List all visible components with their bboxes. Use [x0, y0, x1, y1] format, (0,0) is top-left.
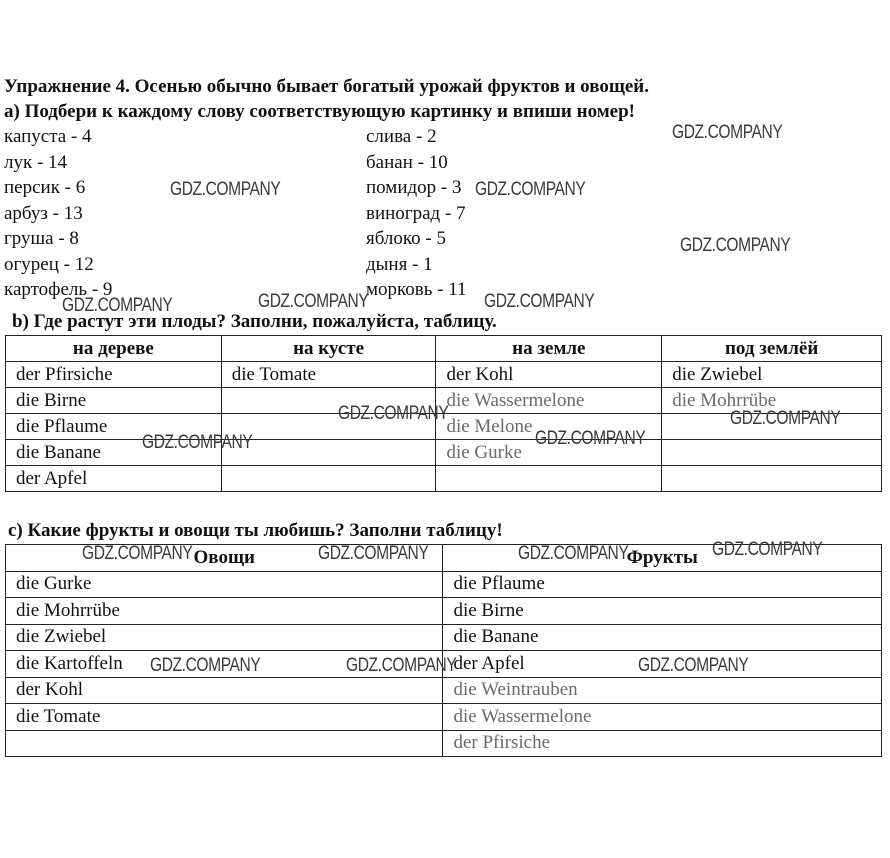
table-cell: die Gurke	[6, 571, 443, 598]
table-cell: die Banane	[6, 440, 222, 466]
growth-table	[5, 335, 882, 492]
table-cell: die Zwiebel	[6, 624, 443, 651]
table-cell: die Pflaume	[6, 414, 222, 440]
table-cell: die Tomate	[221, 362, 436, 388]
table-row	[6, 730, 882, 757]
word-left-6: огурец - 12	[4, 254, 94, 275]
watermark: GDZ.COMPANY	[170, 179, 281, 200]
word-left-4: арбуз - 13	[4, 203, 83, 224]
table-cell: die Mohrrübe	[6, 598, 443, 625]
table-cell: die Wassermelone	[436, 388, 662, 414]
word-right-2: банан - 10	[366, 152, 448, 173]
table-cell: die Gurke	[436, 440, 662, 466]
table-cell	[221, 440, 436, 466]
watermark: GDZ.COMPANY	[672, 122, 783, 143]
word-right-4: виноград - 7	[366, 203, 466, 224]
exercise-title: Упражнение 4. Осенью обычно бывает богатый урожай фруктов и овощей.	[4, 76, 650, 97]
table-cell: die Melone	[436, 414, 662, 440]
watermark: GDZ.COMPANY	[712, 539, 823, 560]
table-cell: der Kohl	[6, 677, 443, 704]
likes-table	[5, 544, 882, 757]
word-left-1: капуста - 4	[4, 126, 92, 147]
table-cell	[662, 414, 882, 440]
watermark: GDZ.COMPANY	[475, 179, 586, 200]
header-on-tree: на дереве	[6, 336, 222, 362]
table-cell: der Pfirsiche	[443, 730, 882, 757]
table-row	[6, 598, 882, 625]
word-left-5: груша - 8	[4, 228, 79, 249]
table-row	[6, 466, 882, 492]
table-cell	[221, 388, 436, 414]
table-cell	[662, 440, 882, 466]
word-right-5: яблоко - 5	[366, 228, 447, 249]
table-cell: der Apfel	[443, 651, 882, 678]
watermark: GDZ.COMPANY	[346, 655, 457, 676]
table-cell: die Weintrauben	[443, 677, 882, 704]
table-row	[6, 440, 882, 466]
watermark: GDZ.COMPANY	[680, 235, 791, 256]
watermark: GDZ.COMPANY	[142, 432, 253, 453]
table-row	[6, 362, 882, 388]
table-row	[6, 414, 882, 440]
watermark: GDZ.COMPANY	[150, 655, 261, 676]
word-right-1: слива - 2	[366, 126, 437, 147]
word-right-6: дыня - 1	[366, 254, 433, 275]
watermark: GDZ.COMPANY	[484, 291, 595, 312]
watermark: GDZ.COMPANY	[730, 408, 841, 429]
watermark: GDZ.COMPANY	[258, 291, 369, 312]
table-cell	[436, 466, 662, 492]
table-cell: die Pflaume	[443, 571, 882, 598]
table-row	[6, 624, 882, 651]
table-cell: die Wassermelone	[443, 704, 882, 731]
table-row	[6, 388, 882, 414]
table-cell: der Apfel	[6, 466, 222, 492]
watermark: GDZ.COMPANY	[518, 543, 629, 564]
word-right-7: морковь - 11	[366, 279, 467, 300]
table-cell: die Birne	[443, 598, 882, 625]
header-fruits: Фрукты	[443, 545, 882, 572]
table-cell: der Kohl	[436, 362, 662, 388]
watermark: GDZ.COMPANY	[638, 655, 749, 676]
table-cell: die Birne	[6, 388, 222, 414]
table-row	[6, 677, 882, 704]
watermark: GDZ.COMPANY	[62, 295, 173, 316]
table-cell: die Zwiebel	[662, 362, 882, 388]
table-cell: die Tomate	[6, 704, 443, 731]
table-header-row	[6, 336, 882, 362]
watermark: GDZ.COMPANY	[318, 543, 429, 564]
table-cell: der Pfirsiche	[6, 362, 222, 388]
watermark: GDZ.COMPANY	[535, 428, 646, 449]
word-left-7: картофель - 9	[4, 279, 113, 300]
table-header-row	[6, 545, 882, 572]
watermark: GDZ.COMPANY	[82, 543, 193, 564]
word-left-3: персик - 6	[4, 177, 86, 198]
watermark: GDZ.COMPANY	[338, 403, 449, 424]
table-row	[6, 571, 882, 598]
table-cell	[662, 466, 882, 492]
table-cell: die Mohrrübe	[662, 388, 882, 414]
part-c-heading: c) Какие фрукты и овощи ты любишь? Заполни таблицу!	[8, 520, 503, 541]
part-b-heading: b) Где растут эти плоды? Заполни, пожалуйста, таблицу.	[12, 311, 497, 332]
part-a-heading: а) Подбери к каждому слову соответствующую картинку и впиши номер!	[4, 101, 635, 122]
word-left-2: лук - 14	[4, 152, 68, 173]
header-vegetables: Овощи	[6, 545, 443, 572]
word-right-3: помидор - 3	[366, 177, 462, 198]
header-on-ground: на земле	[436, 336, 662, 362]
table-row	[6, 704, 882, 731]
header-under-ground: под землёй	[662, 336, 882, 362]
table-cell: die Kartoffeln	[6, 651, 443, 678]
table-cell	[221, 414, 436, 440]
table-cell	[221, 466, 436, 492]
header-on-bush: на кусте	[221, 336, 436, 362]
table-cell: die Banane	[443, 624, 882, 651]
table-row	[6, 651, 882, 678]
table-cell	[6, 730, 443, 757]
